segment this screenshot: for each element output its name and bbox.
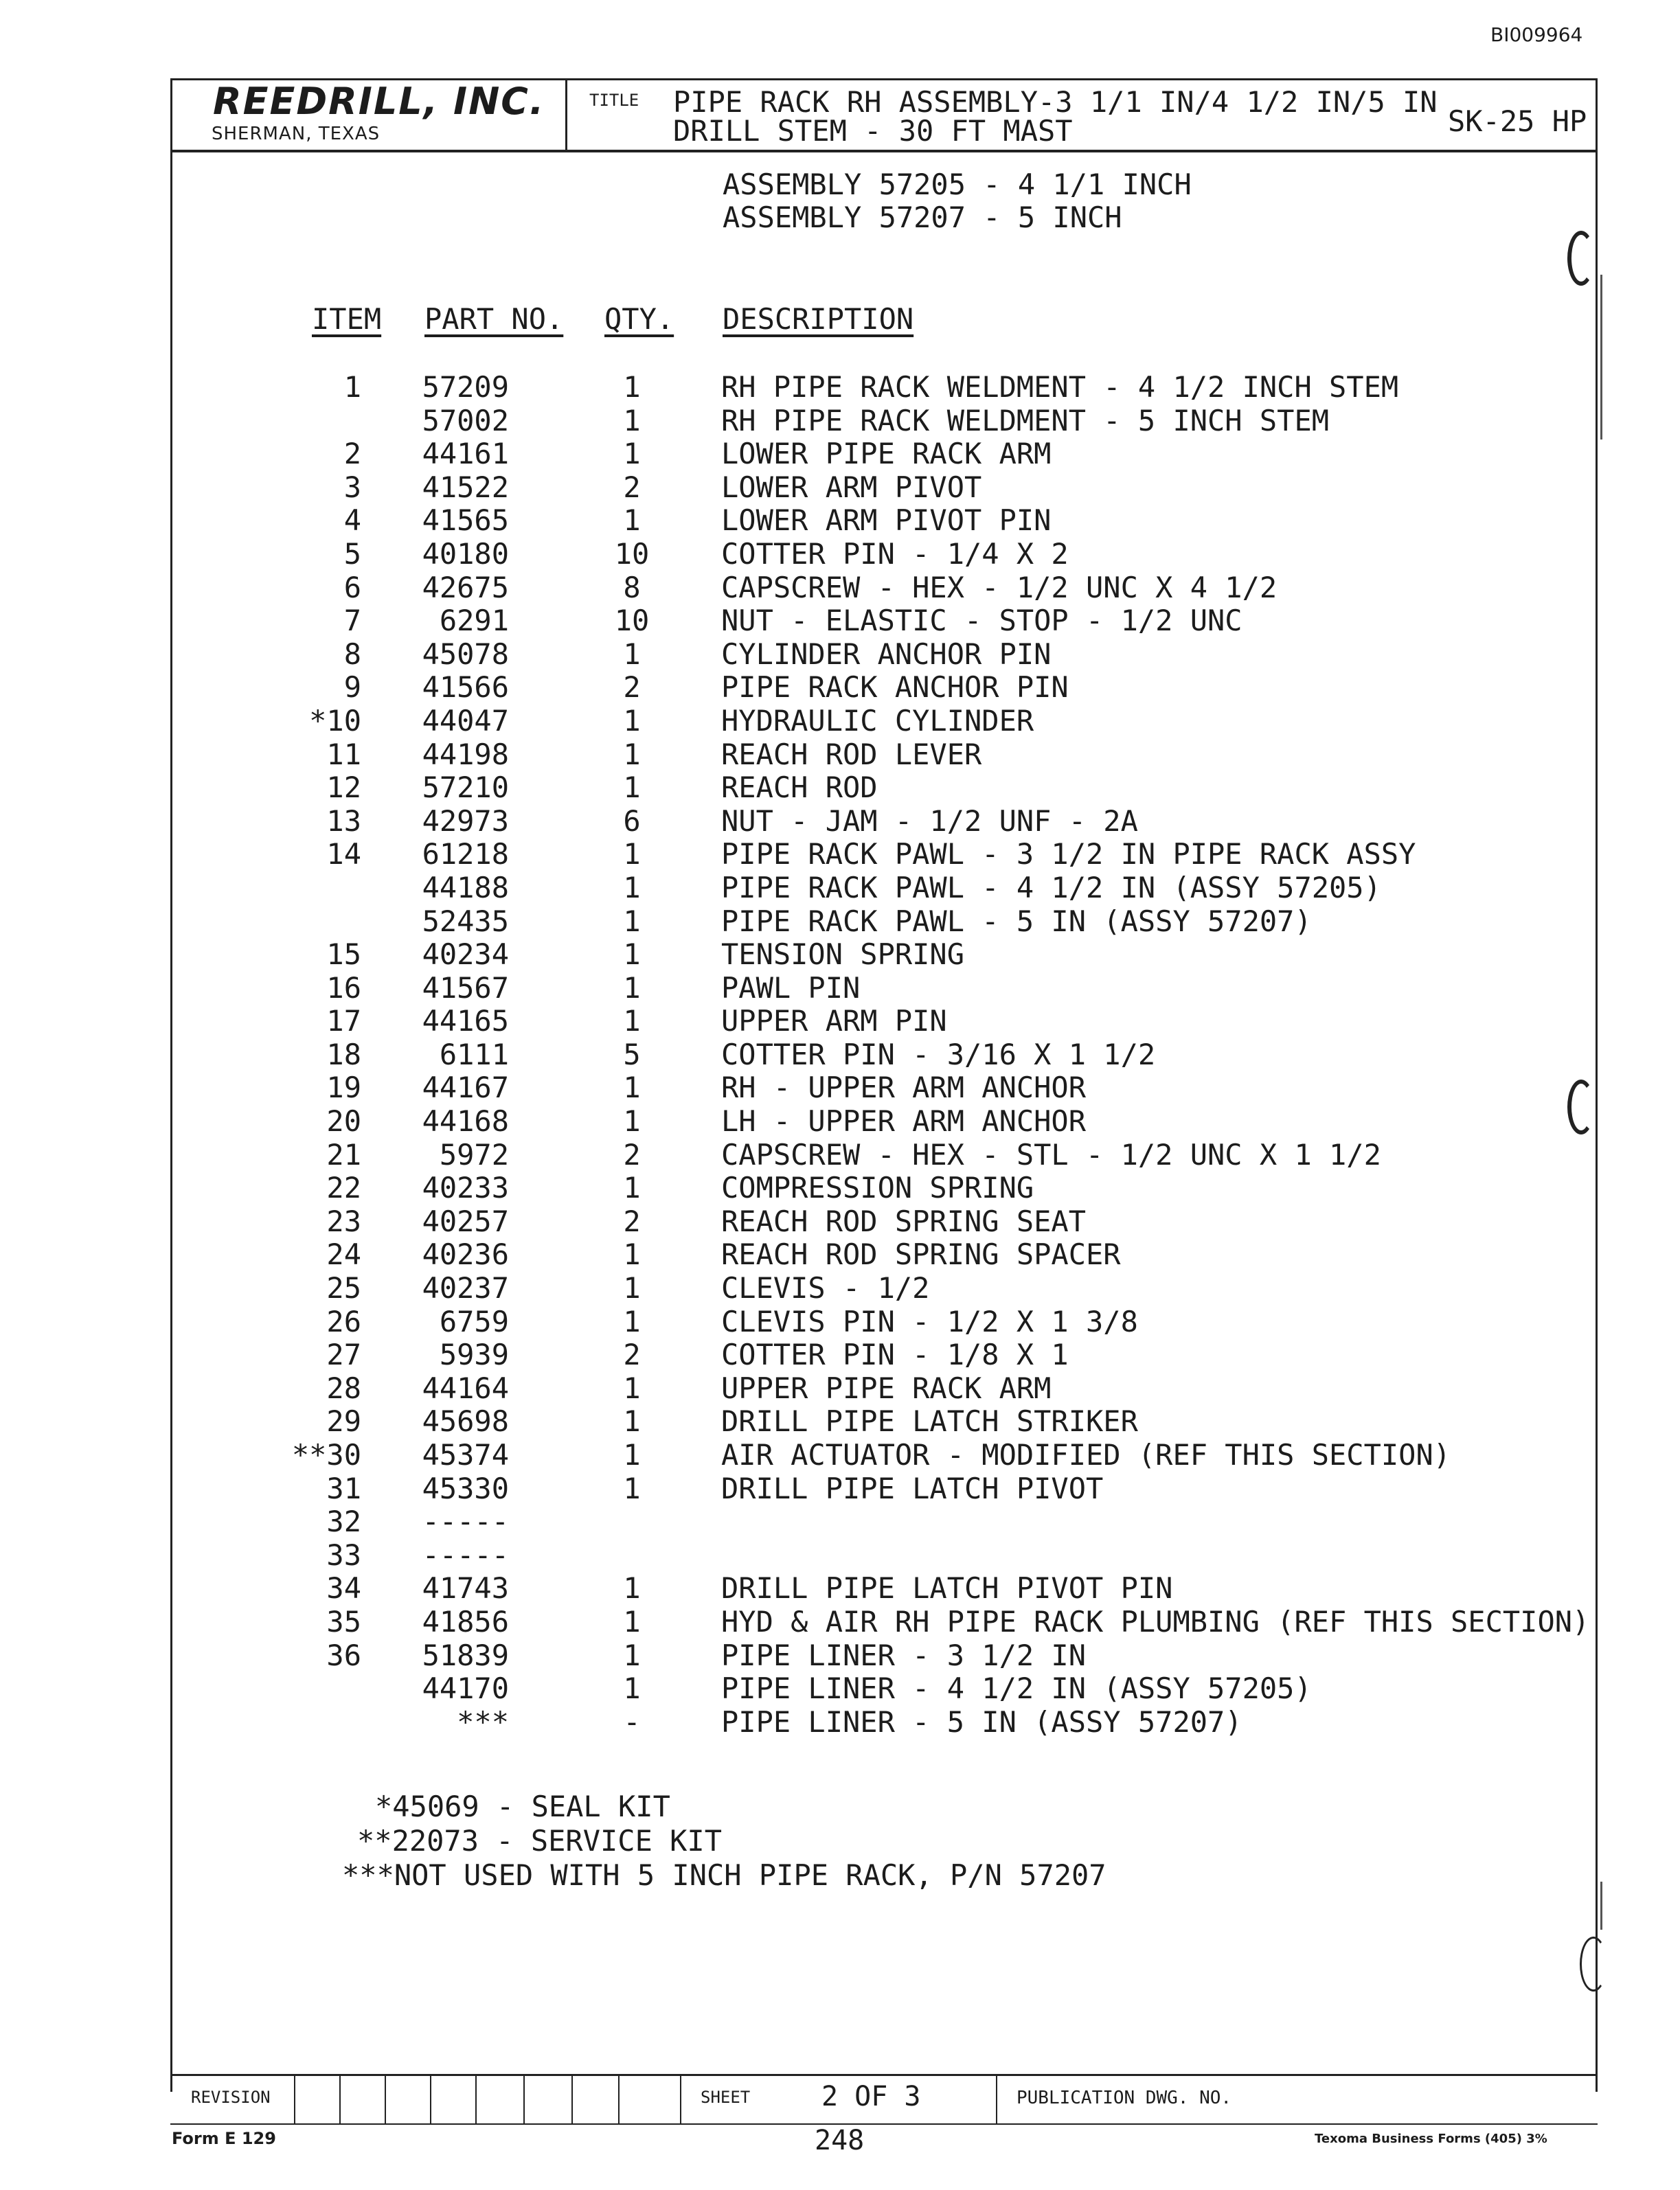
list-item — [0, 1005, 1680, 1038]
item-number: 33 — [326, 1538, 361, 1572]
part-description: HYDRAULIC CYLINDER — [721, 703, 1034, 738]
part-number: 5939 — [439, 1338, 509, 1372]
part-description: CAPSCREW - HEX - 1/2 UNC X 4 1/2 — [721, 570, 1278, 604]
part-description: LOWER ARM PIVOT PIN — [721, 503, 1052, 538]
part-number: 61218 — [422, 837, 509, 871]
item-number: 29 — [326, 1404, 361, 1439]
list-item — [0, 771, 1680, 805]
list-item — [0, 404, 1680, 438]
part-description: COTTER PIN - 1/4 X 2 — [721, 536, 1069, 571]
part-number: *** — [457, 1704, 509, 1739]
footnote-service-kit: **22073 - SERVICE KIT — [357, 1824, 723, 1858]
part-number: 44161 — [422, 437, 509, 471]
item-number: 17 — [326, 1004, 361, 1038]
part-description: COMPRESSION SPRING — [721, 1171, 1034, 1205]
column-header-description: DESCRIPTION — [723, 302, 914, 336]
part-description: REACH ROD — [721, 771, 878, 805]
item-number: 20 — [326, 1104, 361, 1139]
part-number: 57209 — [422, 370, 509, 404]
revision-label: REVISION — [191, 2088, 271, 2107]
item-number: 4 — [343, 503, 361, 538]
part-number: 40237 — [422, 1271, 509, 1305]
list-item — [0, 1405, 1680, 1439]
quantity: 2 — [623, 1204, 641, 1238]
column-header-part-no: PART NO. — [424, 302, 564, 336]
quantity: 1 — [623, 870, 641, 904]
quantity: 1 — [623, 837, 641, 871]
item-number: 9 — [343, 670, 361, 705]
part-number: 42973 — [422, 803, 509, 838]
part-description: AIR ACTUATOR - MODIFIED (REF THIS SECTION) — [721, 1438, 1451, 1472]
list-item — [0, 1205, 1680, 1239]
quantity: 1 — [623, 1438, 641, 1472]
quantity: 1 — [623, 1638, 641, 1672]
item-number: 18 — [326, 1037, 361, 1071]
part-description: LOWER ARM PIVOT — [721, 470, 982, 504]
quantity: 2 — [623, 670, 641, 705]
part-description: CAPSCREW - HEX - STL - 1/2 UNC X 1 1/2 — [721, 1137, 1381, 1172]
item-number: 25 — [326, 1271, 361, 1305]
parts-list — [0, 371, 1680, 1739]
item-number: 5 — [343, 536, 361, 571]
quantity: 10 — [614, 536, 650, 571]
part-number: 45698 — [422, 1404, 509, 1439]
part-description: NUT - ELASTIC - STOP - 1/2 UNC — [721, 604, 1242, 638]
quantity: 1 — [623, 1571, 641, 1606]
quantity: 1 — [623, 904, 641, 938]
item-number: 35 — [326, 1604, 361, 1639]
sheet-box-divider — [680, 2075, 681, 2123]
part-number: 41566 — [422, 670, 509, 705]
item-number: 24 — [326, 1237, 361, 1272]
part-number: 44167 — [422, 1071, 509, 1105]
part-number: 45078 — [422, 637, 509, 671]
list-item — [0, 1071, 1680, 1105]
part-description: COTTER PIN - 1/8 X 1 — [721, 1338, 1069, 1372]
revision-box-divider — [571, 2075, 573, 2123]
footnote-seal-kit: *45069 - SEAL KIT — [375, 1790, 670, 1823]
quantity: 8 — [623, 570, 641, 604]
quantity: 1 — [623, 437, 641, 471]
part-number: 45374 — [422, 1438, 509, 1472]
part-description: LH - UPPER ARM ANCHOR — [721, 1104, 1087, 1139]
part-number: 51839 — [422, 1638, 509, 1672]
part-number: 44170 — [422, 1672, 509, 1706]
quantity: 10 — [614, 604, 650, 638]
list-item — [0, 871, 1680, 905]
list-item — [0, 437, 1680, 471]
list-item — [0, 638, 1680, 672]
item-number: 22 — [326, 1171, 361, 1205]
list-item — [0, 1272, 1680, 1305]
part-description: CLEVIS PIN - 1/2 X 1 3/8 — [721, 1304, 1138, 1338]
part-number: 44198 — [422, 737, 509, 771]
quantity: 1 — [623, 637, 641, 671]
item-number: 36 — [326, 1638, 361, 1672]
part-description: LOWER PIPE RACK ARM — [721, 437, 1052, 471]
item-number: 34 — [326, 1571, 361, 1606]
part-description: DRILL PIPE LATCH STRIKER — [721, 1404, 1138, 1439]
sheet-label: SHEET — [701, 2088, 751, 2107]
quantity: 6 — [623, 803, 641, 838]
item-number: 2 — [343, 437, 361, 471]
footer-bottom-rule — [170, 2123, 1598, 2125]
quantity: 1 — [623, 1404, 641, 1439]
company-logo: REEDRILL, INC. — [213, 80, 545, 123]
item-number: 12 — [326, 771, 361, 805]
item-number: 16 — [326, 970, 361, 1005]
item-number: 32 — [326, 1505, 361, 1539]
part-description: COTTER PIN - 3/16 X 1 1/2 — [721, 1037, 1156, 1071]
part-description: PIPE RACK PAWL - 3 1/2 IN PIPE RACK ASSY — [721, 837, 1416, 871]
header-divider — [565, 78, 567, 151]
revision-box-divider — [523, 2075, 525, 2123]
assembly-line-2: ASSEMBLY 57207 - 5 INCH — [723, 201, 1122, 234]
part-number: 40233 — [422, 1171, 509, 1205]
item-number: **30 — [291, 1438, 361, 1472]
margin-mark — [1600, 275, 1602, 440]
part-number: 41522 — [422, 470, 509, 504]
item-number: 6 — [343, 570, 361, 604]
part-number: 41565 — [422, 503, 509, 538]
pub-box-divider — [996, 2075, 997, 2123]
quantity: 1 — [623, 1271, 641, 1305]
part-description: PIPE RACK PAWL - 4 1/2 IN (ASSY 57205) — [721, 870, 1381, 904]
page-number: 248 — [815, 2125, 865, 2156]
list-item — [0, 1238, 1680, 1272]
revision-box-divider — [430, 2075, 431, 2123]
footnote-not-used: ***NOT USED WITH 5 INCH PIPE RACK, P/N 57207 — [342, 1858, 1106, 1892]
quantity: 1 — [623, 1104, 641, 1139]
revision-box-divider — [385, 2075, 386, 2123]
list-item — [0, 1038, 1680, 1072]
part-description: REACH ROD SPRING SEAT — [721, 1204, 1087, 1238]
part-number: 6759 — [439, 1304, 509, 1338]
part-number: 41743 — [422, 1571, 509, 1606]
part-number: 40236 — [422, 1237, 509, 1272]
list-item — [0, 1305, 1680, 1339]
quantity: 1 — [623, 503, 641, 538]
list-item — [0, 1105, 1680, 1139]
item-number: 26 — [326, 1304, 361, 1338]
part-number: 6111 — [439, 1037, 509, 1071]
item-number: 11 — [326, 737, 361, 771]
quantity: 1 — [623, 403, 641, 437]
assembly-line-1: ASSEMBLY 57205 - 4 1/1 INCH — [723, 168, 1192, 201]
quantity: 1 — [623, 703, 641, 738]
part-number: 57002 — [422, 403, 509, 437]
item-number: 31 — [326, 1471, 361, 1505]
part-description: DRILL PIPE LATCH PIVOT — [721, 1471, 1104, 1505]
list-item — [0, 471, 1680, 505]
item-number: 15 — [326, 937, 361, 972]
list-item — [0, 1572, 1680, 1606]
quantity: 1 — [623, 1672, 641, 1706]
part-number: 44188 — [422, 870, 509, 904]
item-number: 14 — [326, 837, 361, 871]
list-item — [0, 738, 1680, 772]
quantity: 1 — [623, 370, 641, 404]
item-number: 1 — [343, 370, 361, 404]
part-description: RH PIPE RACK WELDMENT - 4 1/2 INCH STEM — [721, 370, 1399, 404]
list-item — [0, 905, 1680, 939]
column-header-item: ITEM — [312, 302, 382, 336]
list-item — [0, 972, 1680, 1005]
part-description: PIPE RACK ANCHOR PIN — [721, 670, 1069, 705]
list-item — [0, 1606, 1680, 1639]
list-item — [0, 1639, 1680, 1673]
item-number: 28 — [326, 1371, 361, 1405]
list-item — [0, 1338, 1680, 1372]
item-number: 19 — [326, 1071, 361, 1105]
part-number: 57210 — [422, 771, 509, 805]
revision-box-divider — [294, 2075, 295, 2123]
revision-box-divider — [475, 2075, 477, 2123]
quantity: 1 — [623, 737, 641, 771]
part-description: RH - UPPER ARM ANCHOR — [721, 1071, 1087, 1105]
item-number: 7 — [343, 604, 361, 638]
part-description: PIPE LINER - 4 1/2 IN (ASSY 57205) — [721, 1672, 1312, 1706]
list-item — [0, 1139, 1680, 1172]
list-item — [0, 504, 1680, 538]
part-number: 41856 — [422, 1604, 509, 1639]
list-item — [0, 838, 1680, 871]
quantity: 1 — [623, 1304, 641, 1338]
publication-dwg-label: PUBLICATION DWG. NO. — [1017, 2088, 1232, 2108]
list-item — [0, 1472, 1680, 1506]
part-description: REACH ROD LEVER — [721, 737, 982, 771]
part-number: 40180 — [422, 536, 509, 571]
part-number: 6291 — [439, 604, 509, 638]
quantity: 2 — [623, 1137, 641, 1172]
item-number: 23 — [326, 1204, 361, 1238]
list-item — [0, 1672, 1680, 1706]
quantity: 1 — [623, 1171, 641, 1205]
model-number: SK-25 HP — [1448, 104, 1587, 138]
part-number: 5972 — [439, 1137, 509, 1172]
quantity: 1 — [623, 771, 641, 805]
part-number: 41567 — [422, 970, 509, 1005]
binder-hole-mark — [1580, 1937, 1607, 1992]
header-bottom-rule — [170, 150, 1598, 152]
part-description: TENSION SPRING — [721, 937, 965, 972]
part-number: 44047 — [422, 703, 509, 738]
item-number: *10 — [309, 703, 361, 738]
quantity: 1 — [623, 1004, 641, 1038]
quantity: 1 — [623, 1604, 641, 1639]
list-item — [0, 938, 1680, 972]
title-line-2: DRILL STEM - 30 FT MAST — [673, 114, 1073, 148]
part-number: 40257 — [422, 1204, 509, 1238]
list-item — [0, 371, 1680, 404]
item-number: 27 — [326, 1338, 361, 1372]
part-description: UPPER ARM PIN — [721, 1004, 947, 1038]
part-description: PIPE LINER - 5 IN (ASSY 57207) — [721, 1704, 1242, 1739]
part-number: 44168 — [422, 1104, 509, 1139]
quantity: 1 — [623, 1071, 641, 1105]
part-number: ----- — [422, 1505, 509, 1539]
part-description: HYD & AIR RH PIPE RACK PLUMBING (REF THIS SECTION) — [721, 1604, 1590, 1639]
part-number: ----- — [422, 1538, 509, 1572]
item-number: 3 — [343, 470, 361, 504]
binder-hole-mark — [1567, 231, 1595, 286]
item-number: 8 — [343, 637, 361, 671]
part-description: REACH ROD SPRING SPACER — [721, 1237, 1121, 1272]
list-item — [0, 1706, 1680, 1740]
list-item — [0, 805, 1680, 839]
list-item — [0, 1539, 1680, 1573]
quantity: 1 — [623, 1471, 641, 1505]
list-item — [0, 1172, 1680, 1205]
revision-box-divider — [339, 2075, 341, 2123]
part-number: 52435 — [422, 904, 509, 938]
part-number: 42675 — [422, 570, 509, 604]
part-description: CYLINDER ANCHOR PIN — [721, 637, 1052, 671]
part-description: RH PIPE RACK WELDMENT - 5 INCH STEM — [721, 403, 1330, 437]
margin-mark — [1600, 1882, 1602, 1930]
part-number: 44164 — [422, 1371, 509, 1405]
quantity: - — [623, 1704, 641, 1739]
company-city: SHERMAN, TEXAS — [212, 124, 381, 144]
sheet-number: 2 OF 3 — [821, 2081, 921, 2112]
item-number: 13 — [326, 803, 361, 838]
part-number: 40234 — [422, 937, 509, 972]
quantity: 2 — [623, 470, 641, 504]
list-item — [0, 705, 1680, 738]
list-item — [0, 538, 1680, 571]
quantity: 1 — [623, 937, 641, 972]
part-description: CLEVIS - 1/2 — [721, 1271, 930, 1305]
part-number: 44165 — [422, 1004, 509, 1038]
list-item — [0, 604, 1680, 638]
title-line-1: PIPE RACK RH ASSEMBLY-3 1/1 IN/4 1/2 IN/5 IN — [673, 85, 1438, 119]
part-description: PAWL PIN — [721, 970, 861, 1005]
title-label: TITLE — [589, 91, 639, 110]
part-description: NUT - JAM - 1/2 UNF - 2A — [721, 803, 1138, 838]
revision-box-divider — [618, 2075, 620, 2123]
quantity: 2 — [623, 1338, 641, 1372]
document-id: BI009964 — [1490, 23, 1583, 46]
quantity: 1 — [623, 1371, 641, 1405]
list-item — [0, 571, 1680, 605]
list-item — [0, 1372, 1680, 1406]
quantity: 5 — [623, 1037, 641, 1071]
binder-hole-mark — [1567, 1080, 1595, 1134]
list-item — [0, 1439, 1680, 1472]
printer-imprint: Texoma Business Forms (405) 3% — [1315, 2132, 1547, 2146]
part-description: DRILL PIPE LATCH PIVOT PIN — [721, 1571, 1173, 1606]
list-item — [0, 671, 1680, 705]
part-description: UPPER PIPE RACK ARM — [721, 1371, 1052, 1405]
form-number: Form E 129 — [172, 2129, 276, 2148]
list-item — [0, 1505, 1680, 1539]
quantity: 1 — [623, 970, 641, 1005]
quantity: 1 — [623, 1237, 641, 1272]
item-number: 21 — [326, 1137, 361, 1172]
part-description: PIPE RACK PAWL - 5 IN (ASSY 57207) — [721, 904, 1312, 938]
column-header-qty: QTY. — [604, 302, 674, 336]
part-description: PIPE LINER - 3 1/2 IN — [721, 1638, 1087, 1672]
part-number: 45330 — [422, 1471, 509, 1505]
